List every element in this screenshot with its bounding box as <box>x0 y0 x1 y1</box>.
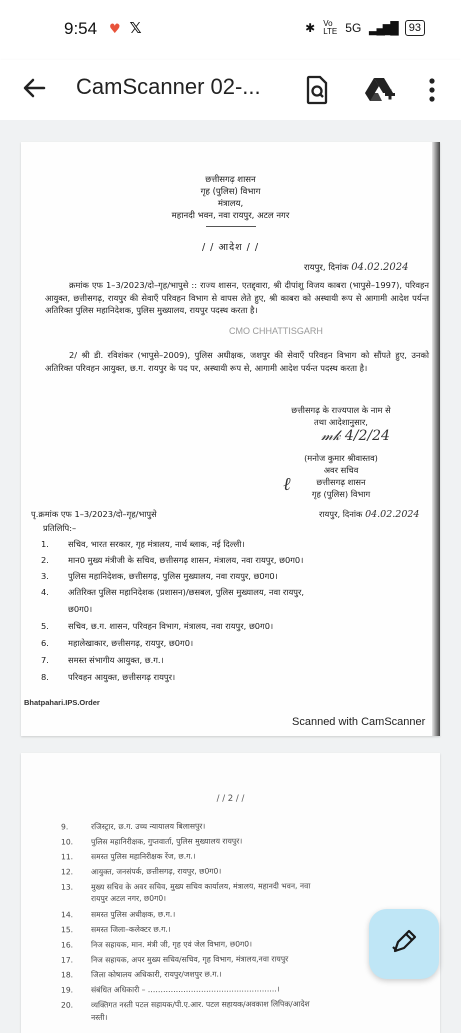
list-number: 11. <box>61 851 91 862</box>
list-text: छ0ग0। <box>68 604 92 614</box>
list-number: 12. <box>61 866 91 877</box>
signatory-line: (मनोज कुमार श्रीवास्तव) <box>261 452 421 464</box>
list-text: नस्ती। <box>91 1013 107 1022</box>
signatory-line: गृह (पुलिस) विभाग <box>261 488 421 500</box>
status-time: 9:54 <box>64 19 97 39</box>
list-number: 9. <box>61 821 91 832</box>
add-to-drive-icon[interactable] <box>364 75 396 103</box>
list-text: रायपुर अटल नगर, छ0ग0। <box>91 894 166 903</box>
list-item <box>61 851 196 863</box>
header-line: गृह (पुलिस) विभाग <box>21 186 440 198</box>
list-text: आयुक्त, जनसंपर्क, छत्तीसगढ़, रायपुर, छ0ग0। <box>91 867 221 877</box>
list-text: सचिव, भारत सरकार, गृह मंत्रालय, नार्थ ब्लाक, नई दिल्ली। <box>68 539 245 549</box>
list-item <box>61 998 310 1010</box>
list-number: 5. <box>41 620 68 632</box>
governor-line: छत्तीसगढ़ के राज्यपाल के नाम से <box>261 404 421 416</box>
list-number: 20. <box>61 999 91 1010</box>
list-item <box>61 953 288 965</box>
list-item <box>61 983 280 995</box>
list-number: 19. <box>61 984 91 995</box>
list-item <box>61 893 166 905</box>
list-number: 1. <box>41 538 68 550</box>
list-item <box>41 603 92 615</box>
list-number: 15. <box>61 924 91 935</box>
edit-fab-button[interactable] <box>369 909 439 979</box>
network-type: 5G <box>345 21 361 35</box>
list-number: 7. <box>41 654 68 666</box>
notification-icons <box>109 19 142 37</box>
list-text: निज सहायक, अपर मुख्य सचिव/सचिव, गृह विभाग, मंत्रालय,नवा रायपुर <box>91 954 288 964</box>
list-number: 18. <box>61 969 91 980</box>
place-date <box>304 262 408 273</box>
list-item <box>61 836 242 848</box>
header-line: छत्तीसगढ़ शासन <box>21 174 440 186</box>
list-text: मान0 मुख्य मंत्रीजी के सचिव, छत्तीसगढ़ शासन, मंत्रालय, नवा रायपुर, छ0ग0। <box>68 555 303 565</box>
list-text: समस्त पुलिस अधीक्षक, छ.ग.। <box>91 910 175 919</box>
page-number: / / 2 / / <box>21 793 440 805</box>
list-item <box>61 924 171 936</box>
list-text: संबंधित अधिकारी – ……………………………………………। <box>91 984 280 994</box>
list-text: सचिव, छ.ग. शासन, परिवहन विभाग, मंत्रालय, नवा रायपुर, छ0ग0। <box>68 621 273 631</box>
list-text: महालेखाकार, छत्तीसगढ़, रायपुर, छ0ग0। <box>68 638 193 648</box>
order-heading: / / आदेश / / <box>21 242 440 254</box>
header-line: महानदी भवन, नवा रायपुर, अटल नगर <box>21 210 440 222</box>
list-text: पुलिस महानिदेशक, छत्तीसगढ़, पुलिस मुख्यालय, नवा रायपुर, छ0ग0। <box>68 571 278 581</box>
search-document-icon[interactable] <box>304 75 330 103</box>
list-item <box>41 586 304 598</box>
signal-icon: ▂▄▆█ <box>369 21 396 35</box>
signature <box>321 428 390 444</box>
list-item <box>61 866 221 878</box>
paragraph-2 <box>45 349 429 374</box>
scanned-watermark: Scanned with CamScanner <box>292 716 425 728</box>
signature-scribble: 𝓂𝓀 <box>321 428 340 444</box>
copy-label: प्रतिलिपि:– <box>43 523 76 534</box>
endorsement-handwritten-date: 04.02.2024 <box>365 509 419 520</box>
list-text: समस्त जिला–कलेक्टर छ.ग.। <box>91 925 171 934</box>
signature-date: 4/2/24 <box>345 428 390 444</box>
endorsement-date <box>319 509 419 520</box>
back-arrow-icon[interactable] <box>20 74 48 109</box>
list-item <box>61 821 205 833</box>
list-text: परिवहन आयुक्त, छत्तीसगढ़ रायपुर। <box>68 672 175 682</box>
divider <box>206 226 256 227</box>
list-item <box>41 654 164 666</box>
list-item <box>41 637 193 649</box>
x-app-icon: 𝕏 <box>129 19 141 37</box>
list-item <box>41 554 303 566</box>
list-text: पुलिस महानिरीक्षक, गुप्तवार्ता, पुलिस मुख्यालय रायपुर। <box>91 837 242 847</box>
document-viewer[interactable] <box>0 120 461 1024</box>
document-page-2 <box>21 753 440 1033</box>
list-item <box>61 1012 107 1023</box>
list-text: जिला कोषालय अधिकारी, रायपुर/जशपुर छ.ग.। <box>91 970 222 980</box>
heart-icon: ♥ <box>109 22 121 37</box>
list-number: 4. <box>41 586 68 598</box>
list-text: अतिरिक्त पुलिस महानिदेशक (प्रशासन)/छसबल, पुलिस मुख्यालय, नवा रायपुर, <box>68 587 304 597</box>
paragraph-1: क्रमांक एफ 1–3/2023/दो–गृह/भापुसे :: राज्य शासन, एतद्द्वारा, श्री दीपांशु विजय काबरा (भापुसे–1997), परिवहन आयुक्त, छत्तीसगढ़, रायपुर की सेवाएँ परिवहन विभाग से वापस लेते हुए, श्री काबरा को अस्थायी रूप से आगामी आदेश पर्यन्त अतिरिक्त पुलिस महानिदेशक, पुलिस मुख्यालय, रायपुर पदस्थ करता है। <box>45 279 429 317</box>
list-item <box>41 570 278 582</box>
list-item <box>61 880 310 892</box>
list-number: 8. <box>41 671 68 683</box>
governor-order <box>261 404 421 428</box>
app-bar <box>0 60 461 120</box>
paragraph-2-number: 2/ <box>69 350 77 360</box>
list-item <box>61 969 222 981</box>
bluetooth-icon: ✱ <box>305 21 315 35</box>
list-number: 10. <box>61 836 91 847</box>
more-options-icon[interactable] <box>426 75 438 103</box>
list-number: 14. <box>61 909 91 920</box>
edit-pen-icon <box>389 927 419 961</box>
cmo-stamp: CMO CHHATTISGARH <box>229 326 323 336</box>
document-title: CamScanner 02-... <box>76 74 261 100</box>
signatory-line: छत्तीसगढ़ शासन <box>261 476 421 488</box>
battery-icon: 93 <box>405 20 425 36</box>
list-text: समस्त पुलिस महानिरीक्षक रेंज, छ.ग.। <box>91 852 196 862</box>
list-number: 16. <box>61 939 91 950</box>
list-item <box>41 620 273 632</box>
list-text: व्यक्तिगत नस्ती पटल सहायक/पी.ए.आर. पटल सहायक/अवकाश लिपिक/आदेश <box>91 999 310 1009</box>
signatory-line: अवर सचिव <box>261 464 421 476</box>
list-number: 17. <box>61 954 91 965</box>
footer-filename: Bhatpahari.IPS.Order <box>24 698 100 707</box>
list-item <box>61 909 175 921</box>
endorsement-date-label: रायपुर, दिनांक <box>319 509 362 519</box>
status-bar <box>0 0 461 60</box>
paragraph-2-text: श्री डी. रविशंकर (भापुसे–2009), पुलिस अधीक्षक, जशपुर की सेवाएँ परिवहन विभाग को सौंपते हुए, उनको अतिरिक्त परिवहन आयुक्त, छ.ग. रायपुर के पद पर, अस्थायी रूप से, आगामी आदेश पर्यन्त पदस्थ करता है। <box>45 350 429 373</box>
list-text: निज सहायक, मान. मंत्री जी, गृह एवं जेल विभाग, छ0ग0। <box>91 939 252 949</box>
list-number: 3. <box>41 570 68 582</box>
initial-mark: ℓ <box>283 474 291 495</box>
list-number: 13. <box>61 881 91 892</box>
list-item <box>41 671 175 683</box>
list-number: 6. <box>41 637 68 649</box>
status-right <box>305 20 425 36</box>
page-edge-shadow <box>432 142 440 736</box>
list-item <box>61 938 252 950</box>
list-text: समस्त संभागीय आयुक्त, छ.ग.। <box>68 655 164 665</box>
place-date-label: रायपुर, दिनांक <box>304 263 348 273</box>
governor-line: तथा आदेशानुसार, <box>261 416 421 428</box>
letterhead <box>21 174 440 227</box>
volte-icon: Vo LTE <box>323 20 337 36</box>
header-line: मंत्रालय, <box>21 198 440 210</box>
endorsement-ref: पृ.क्रमांक एफ 1–3/2023/दो–गृह/भापुसे <box>31 509 157 520</box>
document-page-1 <box>21 142 440 736</box>
list-text: रजिस्ट्रार, छ.ग. उच्च न्यायालय बिलासपुर। <box>91 822 205 832</box>
list-number: 2. <box>41 554 68 566</box>
handwritten-date: 04.02.2024 <box>351 262 408 273</box>
list-text: मुख्य सचिव के अवर सचिव, मुख्य सचिव कार्यालय, मंत्रालय, महानदी भवन, नवा <box>91 881 310 891</box>
list-item <box>41 538 245 550</box>
